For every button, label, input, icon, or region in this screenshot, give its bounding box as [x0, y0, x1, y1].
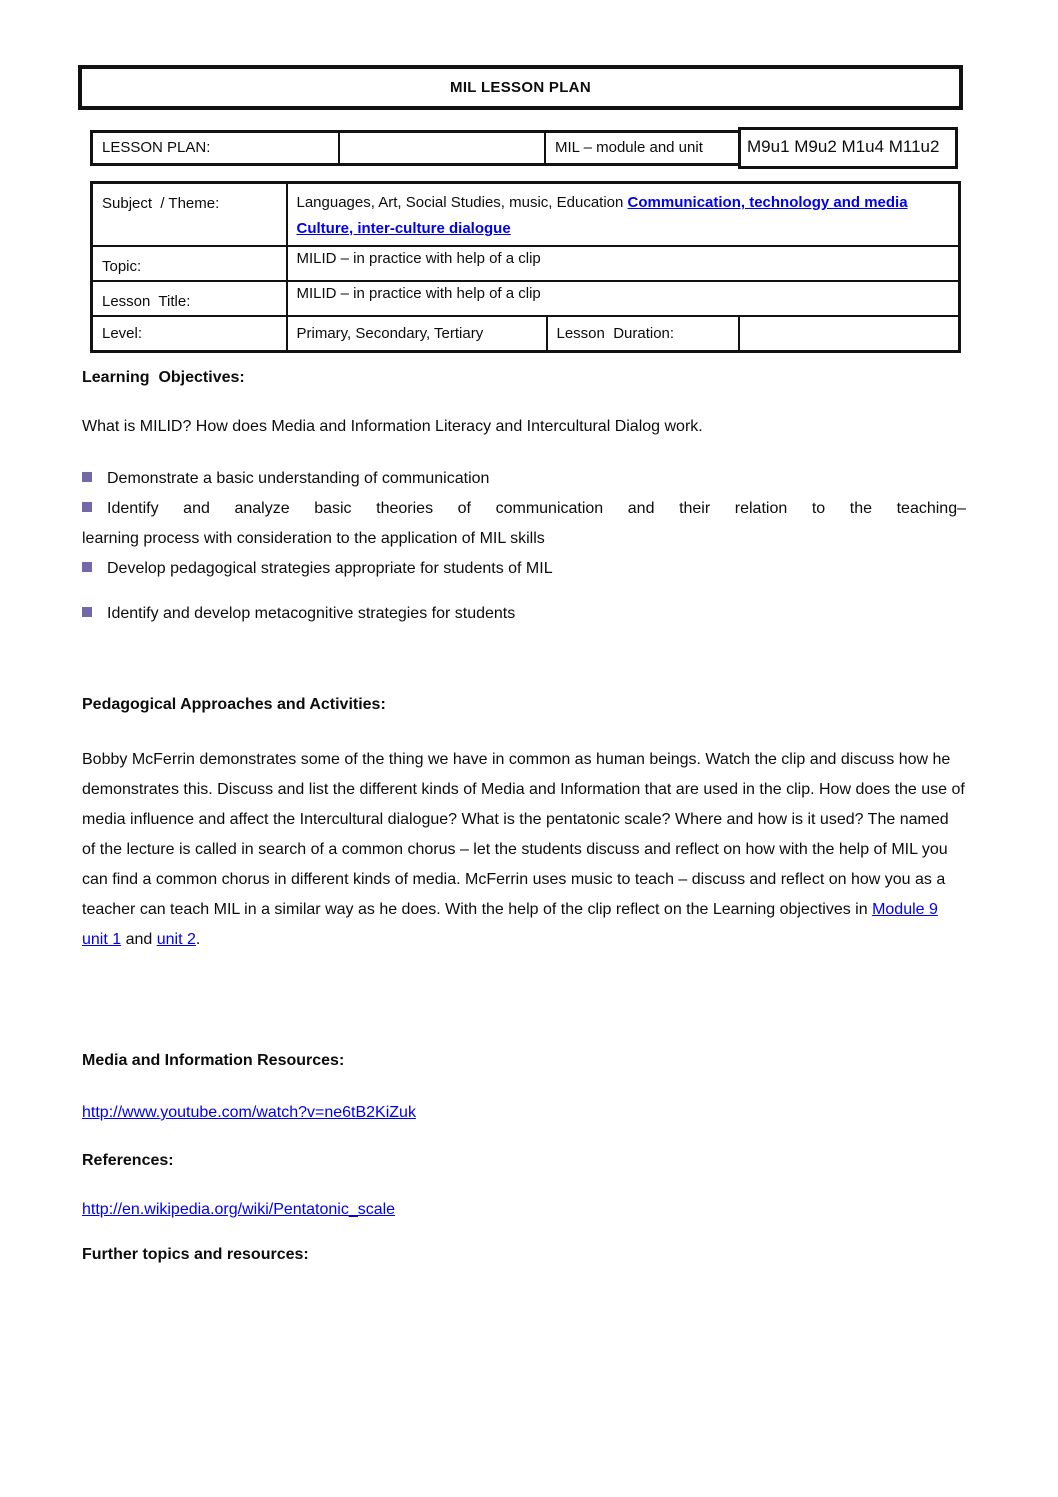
subject-theme-value: [287, 183, 960, 247]
unit2-link[interactable]: unit 2: [156, 931, 196, 948]
and-text: and: [121, 931, 157, 948]
table-row: [92, 183, 960, 247]
subject-theme-link[interactable]: Communication, technology and media Culture, inter-culture dialogue: [296, 194, 908, 237]
lesson-title-value: MILID – in practice with help of a clip: [287, 281, 960, 316]
table-row: [92, 281, 960, 316]
subject-theme-text: Languages, Art, Social Studies, music, Education: [296, 194, 628, 211]
objective-line-1: [82, 494, 966, 524]
objective-text: Demonstrate a basic understanding of communication: [107, 470, 490, 487]
bullet-square-icon: [82, 562, 92, 572]
wikipedia-link[interactable]: http://en.wikipedia.org/wiki/Pentatonic_scale: [82, 1201, 396, 1218]
bullet-square-icon: [82, 502, 92, 512]
objective-line-2: learning process with consideration to the application of MIL skills: [82, 530, 545, 547]
topic-label: Topic:: [92, 246, 287, 281]
objective-text: Identify and develop metacognitive strategies for students: [107, 605, 516, 622]
references-heading: References:: [82, 1152, 174, 1169]
objectives-intro: What is MILID? How does Media and Information Literacy and Intercultural Dialog work.: [82, 418, 703, 435]
youtube-link[interactable]: http://www.youtube.com/watch?v=ne6tB2KiZuk: [82, 1104, 416, 1121]
page-title: MIL LESSON PLAN: [450, 79, 591, 96]
pedagogical-paragraph: [82, 745, 966, 955]
objectives-list: [82, 464, 966, 629]
media-resources-heading: Media and Information Resources:: [82, 1052, 345, 1069]
module9-unit1-link[interactable]: Module 9 unit 1: [82, 901, 938, 948]
pedagogical-section: [82, 695, 966, 955]
topic-value: MILID – in practice with help of a clip: [287, 246, 960, 281]
bullet-square-icon: [82, 472, 92, 482]
document-title-box: [78, 65, 963, 110]
objective-text: Identify and analyze basic theories of communication and their relation to the teaching–: [107, 500, 966, 517]
module-unit-label: MIL – module and unit: [555, 139, 703, 156]
list-item: [82, 554, 966, 584]
module-unit-value: M9u1 M9u2 M1u4 M11u2: [738, 127, 958, 169]
list-item: [82, 599, 966, 629]
subject-theme-label: Subject / Theme:: [92, 183, 287, 247]
bullet-square-icon: [82, 607, 92, 617]
lesson-title-label: Lesson Title:: [92, 281, 287, 316]
list-item: [82, 464, 966, 494]
further-topics-heading: Further topics and resources:: [82, 1246, 309, 1263]
objective-text: Develop pedagogical strategies appropriate for students of MIL: [107, 560, 553, 577]
learning-objectives-heading: Learning Objectives:: [82, 369, 245, 386]
lesson-duration-value: [739, 316, 960, 351]
pedagogical-heading: Pedagogical Approaches and Activities:: [82, 696, 386, 713]
lesson-plan-label: LESSON PLAN:: [93, 133, 340, 163]
level-label: Level:: [92, 316, 287, 351]
lesson-duration-label: Lesson Duration:: [547, 316, 739, 351]
lesson-plan-header-table: [90, 130, 958, 166]
table-row: [92, 246, 960, 281]
level-value: Primary, Secondary, Tertiary: [287, 316, 547, 351]
table-row: [92, 316, 960, 351]
learning-objectives-section: [82, 368, 966, 629]
lesson-info-table: [90, 181, 961, 353]
period-text: .: [195, 931, 201, 948]
lesson-plan-value-cell: [340, 133, 546, 163]
pedagogical-body-text: Bobby McFerrin demonstrates some of the thing we have in common as human beings. Watch the clip and discuss how he demonstrates this. Discuss and list the different kinds of Media and Information that are used in the clip. How does the use of media influence and affect the Intercultural dialogue? What is the pentatonic scale? Where and how is it used? The named of the lecture is called in search of a common chorus – let the students discuss and reflect on how with the help of MIL you can find a common chorus in different kinds of media. McFerrin uses music to teach – discuss and reflect on how you as a teacher can teach MIL in a similar way as he does. With the help of the clip reflect on the Learning objectives in: [82, 751, 965, 918]
list-item: [82, 494, 966, 554]
resources-section: [82, 1051, 966, 1265]
